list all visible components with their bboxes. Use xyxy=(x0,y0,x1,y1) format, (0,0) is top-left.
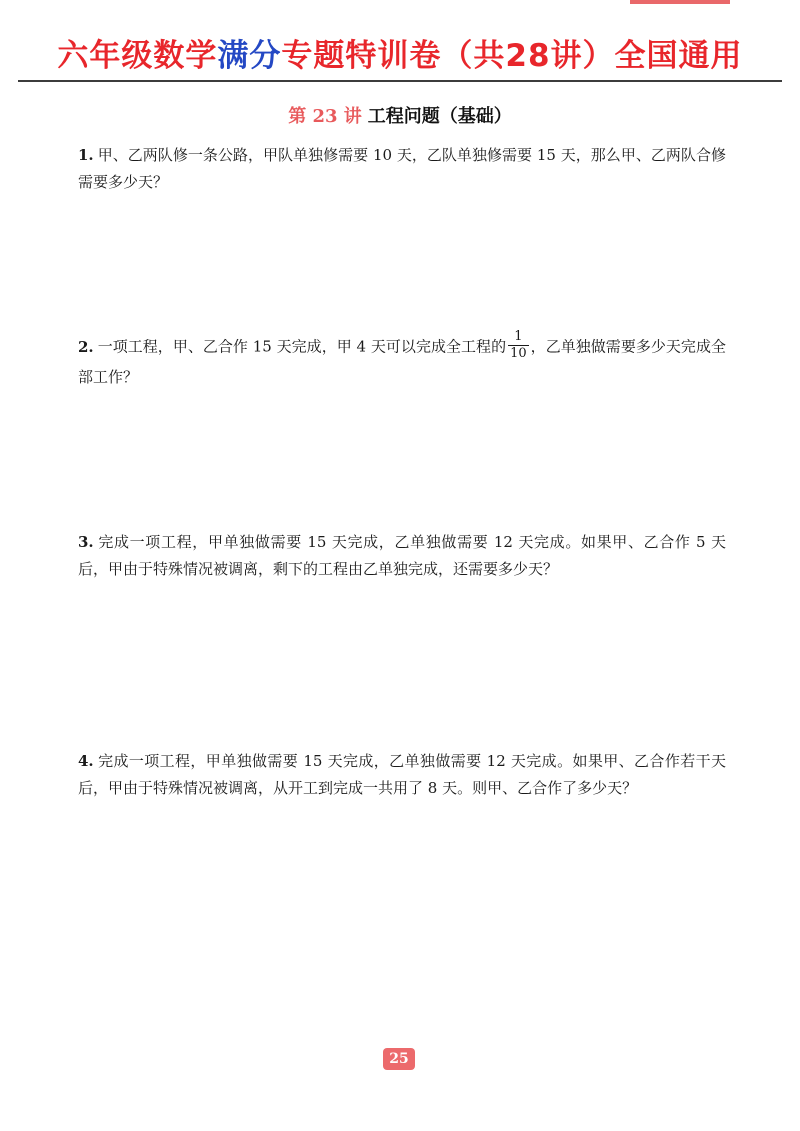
banner-title-part1: 六年级数学 xyxy=(57,38,218,74)
question-2 xyxy=(78,331,726,391)
question-text: 完成一项工程，甲单独做需要 15 天完成，乙单独做需要 12 天完成。如果甲、乙合作 5 天后，甲由于特殊情况被调离，剩下的工程由乙单独完成，还需要多少天？ xyxy=(78,533,726,578)
question-number: 3. xyxy=(78,533,94,551)
question-3 xyxy=(78,529,726,583)
page-banner-title xyxy=(0,36,800,76)
banner-title-part3: 专题特训卷（共28讲）全国通用 xyxy=(281,38,743,74)
top-decorative-tab xyxy=(630,0,730,4)
banner-divider xyxy=(18,80,782,82)
lesson-number: 第 23 讲 xyxy=(288,106,362,127)
fraction-numerator: 1 xyxy=(508,329,529,346)
fraction-denominator: 10 xyxy=(510,346,527,361)
question-number: 1. xyxy=(78,146,94,164)
fraction xyxy=(508,329,529,362)
question-1 xyxy=(78,142,726,196)
question-number: 2. xyxy=(78,337,94,356)
question-text: 完成一项工程，甲单独做需要 15 天完成，乙单独做需要 12 天完成。如果甲、乙合作若干天后，甲由于特殊情况被调离，从开工到完成一共用了 8 天。则甲、乙合作了多少天？ xyxy=(78,752,727,797)
page-number-badge: 25 xyxy=(383,1048,415,1070)
question-text: 甲、乙两队修一条公路，甲队单独修需要 10 天，乙队单独修需要 15 天，那么甲、乙两队合修需要多少天？ xyxy=(78,146,726,191)
lesson-topic: 工程问题（基础） xyxy=(367,106,512,127)
question-4 xyxy=(78,748,726,802)
question-text-before: 一项工程，甲、乙合作 15 天完成，甲 4 天可以完成全工程的 xyxy=(97,337,507,356)
lesson-heading xyxy=(0,105,800,129)
banner-title-part2: 满分 xyxy=(217,38,282,74)
question-number: 4. xyxy=(78,752,94,770)
question-text-after: ，乙单独做需要多少天完成全部工作？ xyxy=(78,337,726,386)
